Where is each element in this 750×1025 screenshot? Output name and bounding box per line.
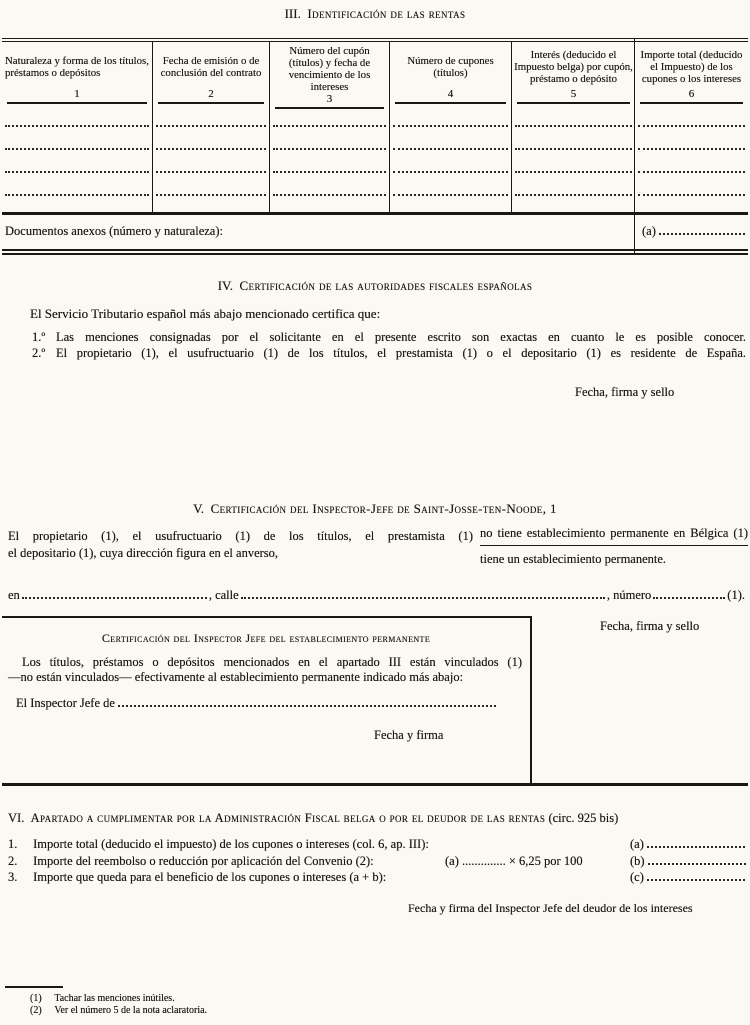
column-header	[512, 42, 635, 104]
column-6-divider	[634, 38, 636, 255]
vi-item-number: 1.	[8, 837, 18, 851]
header-underline	[640, 102, 743, 104]
table-cell-field[interactable]	[5, 150, 149, 173]
table-cell-field[interactable]	[393, 127, 508, 150]
section-iii-title: Identificación de las rentas	[307, 6, 466, 21]
column-header-label: Fecha de emisión o de conclusión del contrato	[160, 54, 262, 79]
section-iv-number: IV.	[217, 278, 233, 293]
v-address-prefix: en	[8, 588, 20, 602]
vi-dotted-field[interactable]	[648, 854, 746, 865]
table-cell-field[interactable]	[515, 173, 632, 196]
column-header-label: Número de cupones (títulos)	[407, 54, 494, 79]
annex-label: Documentos anexos (número y naturaleza):	[5, 224, 223, 238]
table-column-6	[635, 42, 748, 212]
v-establishment-options	[480, 526, 748, 567]
rentas-table	[2, 38, 748, 255]
table-cell-field[interactable]	[638, 104, 745, 127]
column-header-label: Número del cupón (títulos) y fecha de vencimiento de los intereses	[288, 45, 371, 93]
footnotes	[30, 993, 207, 1016]
vi-line-1	[8, 837, 748, 854]
column-number: 5	[570, 88, 577, 100]
vi-ref-label: (b)	[630, 853, 645, 868]
column-number: 2	[208, 88, 214, 100]
table-cell-field[interactable]	[5, 127, 149, 150]
section-vi-heading	[8, 811, 618, 826]
table-column-3	[270, 42, 390, 212]
table-cell-field[interactable]	[515, 127, 632, 150]
vi-calc-text[interactable]: (a) .............. × 6,25 por 100	[445, 853, 583, 868]
iv-intro-text: El Servicio Tributario español más abajo mencionado certifica que:	[30, 306, 381, 321]
table-cell-field[interactable]	[273, 150, 386, 173]
annex-dotted-field[interactable]	[659, 224, 745, 235]
column-number: 4	[447, 88, 454, 100]
column-header	[635, 42, 748, 104]
section-v-title: Certificación del Inspector-Jefe de Saint-Josse-ten-Noode, 1	[210, 501, 557, 516]
vi-line-2	[8, 854, 748, 871]
v-option-no-permanent[interactable]: no tiene establecimiento permanente en Bélgica (1)	[480, 526, 748, 546]
table-column-4	[390, 42, 512, 212]
vi-item-text: Importe que queda para el beneficio de los cupones o intereses (a + b):	[33, 870, 387, 884]
column-header	[153, 42, 269, 104]
iv-item-number: 1.º	[32, 330, 46, 344]
footnote-text: Tachar las menciones inútiles.	[54, 993, 175, 1004]
column-header	[270, 42, 389, 104]
footnote-text: Ver el número 5 de la nota aclaratoria.	[54, 1004, 208, 1016]
table-cell-field[interactable]	[5, 104, 149, 127]
column-header	[390, 42, 511, 104]
vi-item-text: Importe del reembolso o reducción por aplicación del Convenio (2):	[33, 853, 374, 868]
v-place-field[interactable]	[22, 588, 207, 599]
footnote-number: (2)	[30, 1004, 42, 1016]
section-iv-title: Certificación de las autoridades fiscales españolas	[239, 278, 533, 293]
table-cell-field[interactable]	[273, 173, 386, 196]
column-header	[2, 42, 152, 104]
vi-item-text: Importe total (deducido el impuesto) de los cupones o intereses (col. 6, ap. III):	[33, 837, 429, 851]
header-underline	[275, 107, 384, 109]
vi-amount-field-b[interactable]	[630, 854, 746, 869]
iv-statements	[32, 330, 746, 361]
header-underline	[7, 102, 147, 104]
vi-ref-label: (c)	[630, 870, 644, 884]
annex-row	[2, 215, 748, 255]
table-cell-field[interactable]	[515, 104, 632, 127]
footnote-divider	[5, 986, 63, 988]
table-cell-field[interactable]	[5, 173, 149, 196]
footnote-1	[30, 993, 207, 1005]
section-v-heading	[0, 501, 750, 517]
column-header-label: Interés (deducido el Impuesto belga) por cupón, préstamo o depósito	[514, 48, 633, 85]
box-inspector-line	[2, 696, 530, 711]
inspector-name-field[interactable]	[118, 696, 496, 707]
box-body-line1: Los títulos, préstamos o depósitos mencionados en el apartado III están vinculados (1)	[22, 655, 522, 669]
vi-signature-label: Fecha y firma del Inspector Jefe del deudor de los intereses	[408, 901, 693, 915]
box-signature-label: Fecha y firma	[374, 728, 444, 742]
vi-dotted-field[interactable]	[647, 837, 745, 848]
column-number: 1	[74, 88, 80, 100]
vi-item-number: 3.	[8, 870, 18, 884]
column-number: 6	[688, 88, 695, 100]
box-body-text	[2, 655, 530, 685]
v-address-line	[8, 588, 745, 603]
section-vi-title-suffix: (circ. 925 bis)	[548, 811, 619, 825]
section-iii-heading	[0, 6, 750, 22]
table-cell-field[interactable]	[638, 127, 745, 150]
v-signature-label: Fecha, firma y sello	[600, 619, 700, 633]
section-iv-heading	[0, 278, 750, 294]
table-column-1	[2, 42, 153, 212]
v-parties-text	[8, 528, 473, 561]
iv-statement-2	[32, 346, 746, 362]
box-bottom-rule	[2, 783, 748, 786]
footnote-number: (1)	[30, 993, 42, 1004]
vi-dotted-field[interactable]	[647, 870, 745, 881]
box-title: Certificación del Inspector Jefe del establecimiento permanente	[101, 631, 431, 645]
table-cell-field[interactable]	[393, 150, 508, 173]
table-cell-field[interactable]	[638, 150, 745, 173]
table-cell-field[interactable]	[393, 173, 508, 196]
permanent-establishment-box	[2, 616, 532, 783]
table-cell-field[interactable]	[156, 150, 266, 173]
vi-amount-field-a[interactable]	[630, 837, 745, 852]
section-v-number: V.	[193, 501, 205, 516]
v-calle-label: , calle	[208, 588, 239, 602]
table-cell-field[interactable]	[273, 127, 386, 150]
table-cell-field[interactable]	[515, 150, 632, 173]
section-iii-number: III.	[284, 6, 301, 21]
iv-item-number: 2.º	[32, 345, 46, 360]
inspector-label: El Inspector Jefe de	[16, 696, 115, 710]
annex-field-a[interactable]	[642, 224, 745, 239]
iv-signature-label: Fecha, firma y sello	[575, 385, 675, 399]
v-street-field[interactable]	[241, 588, 605, 599]
column-header-label: Naturaleza y forma de los títulos, préstamos o depósitos	[5, 54, 149, 79]
table-column-5	[512, 42, 635, 212]
footnote-2	[30, 1005, 207, 1017]
rentas-table-grid	[2, 38, 748, 212]
header-underline	[158, 102, 264, 104]
header-underline	[395, 102, 506, 104]
v-parties-line1: El propietario (1), el usufructuario (1) de los títulos, el prestamista (1)	[8, 529, 473, 543]
section-vi-title: Apartado a cumplimentar por la Administración Fiscal belga o por el deudor de las rentas	[30, 811, 546, 825]
v-address-suffix: (1).	[727, 588, 745, 602]
annex-ref-label: (a)	[642, 224, 656, 238]
v-option-has-permanent[interactable]: tiene un establecimiento permanente.	[480, 552, 667, 566]
vi-amount-field-c[interactable]	[630, 870, 745, 885]
iv-item-text: Las menciones consignadas por el solicitante en el presente escrito son exactas en cuanto le es posible conocer.	[56, 330, 746, 344]
table-cell-field[interactable]	[638, 173, 745, 196]
v-number-field[interactable]	[653, 588, 725, 599]
section-vi-number: VI.	[8, 811, 25, 825]
vi-ref-label: (a)	[630, 837, 644, 851]
column-number: 3	[326, 93, 333, 105]
iv-item-text: El propietario (1), el usufructuario (1) de los títulos, el prestamista (1) o el depositario (1) es residente de España.	[56, 345, 746, 360]
vi-amount-lines	[8, 837, 748, 887]
iv-statement-1	[32, 330, 746, 346]
column-header-label: Importe total (deducido el Impuesto) de los cupones o los intereses	[640, 48, 743, 85]
box-body-line2: —no están vinculados— efectivamente al establecimiento permanente indicado más abajo:	[8, 670, 464, 684]
table-column-2	[153, 42, 270, 212]
table-cell-field[interactable]	[156, 127, 266, 150]
table-cell-field[interactable]	[156, 173, 266, 196]
header-underline	[517, 102, 630, 104]
v-parties-line2: el depositario (1), cuya dirección figura en el anverso,	[8, 545, 279, 560]
vi-item-number: 2.	[8, 853, 18, 868]
table-cell-field[interactable]	[156, 104, 266, 127]
v-numero-label: , número	[606, 588, 652, 602]
vi-line-3	[8, 870, 748, 887]
table-cell-field[interactable]	[393, 104, 508, 127]
